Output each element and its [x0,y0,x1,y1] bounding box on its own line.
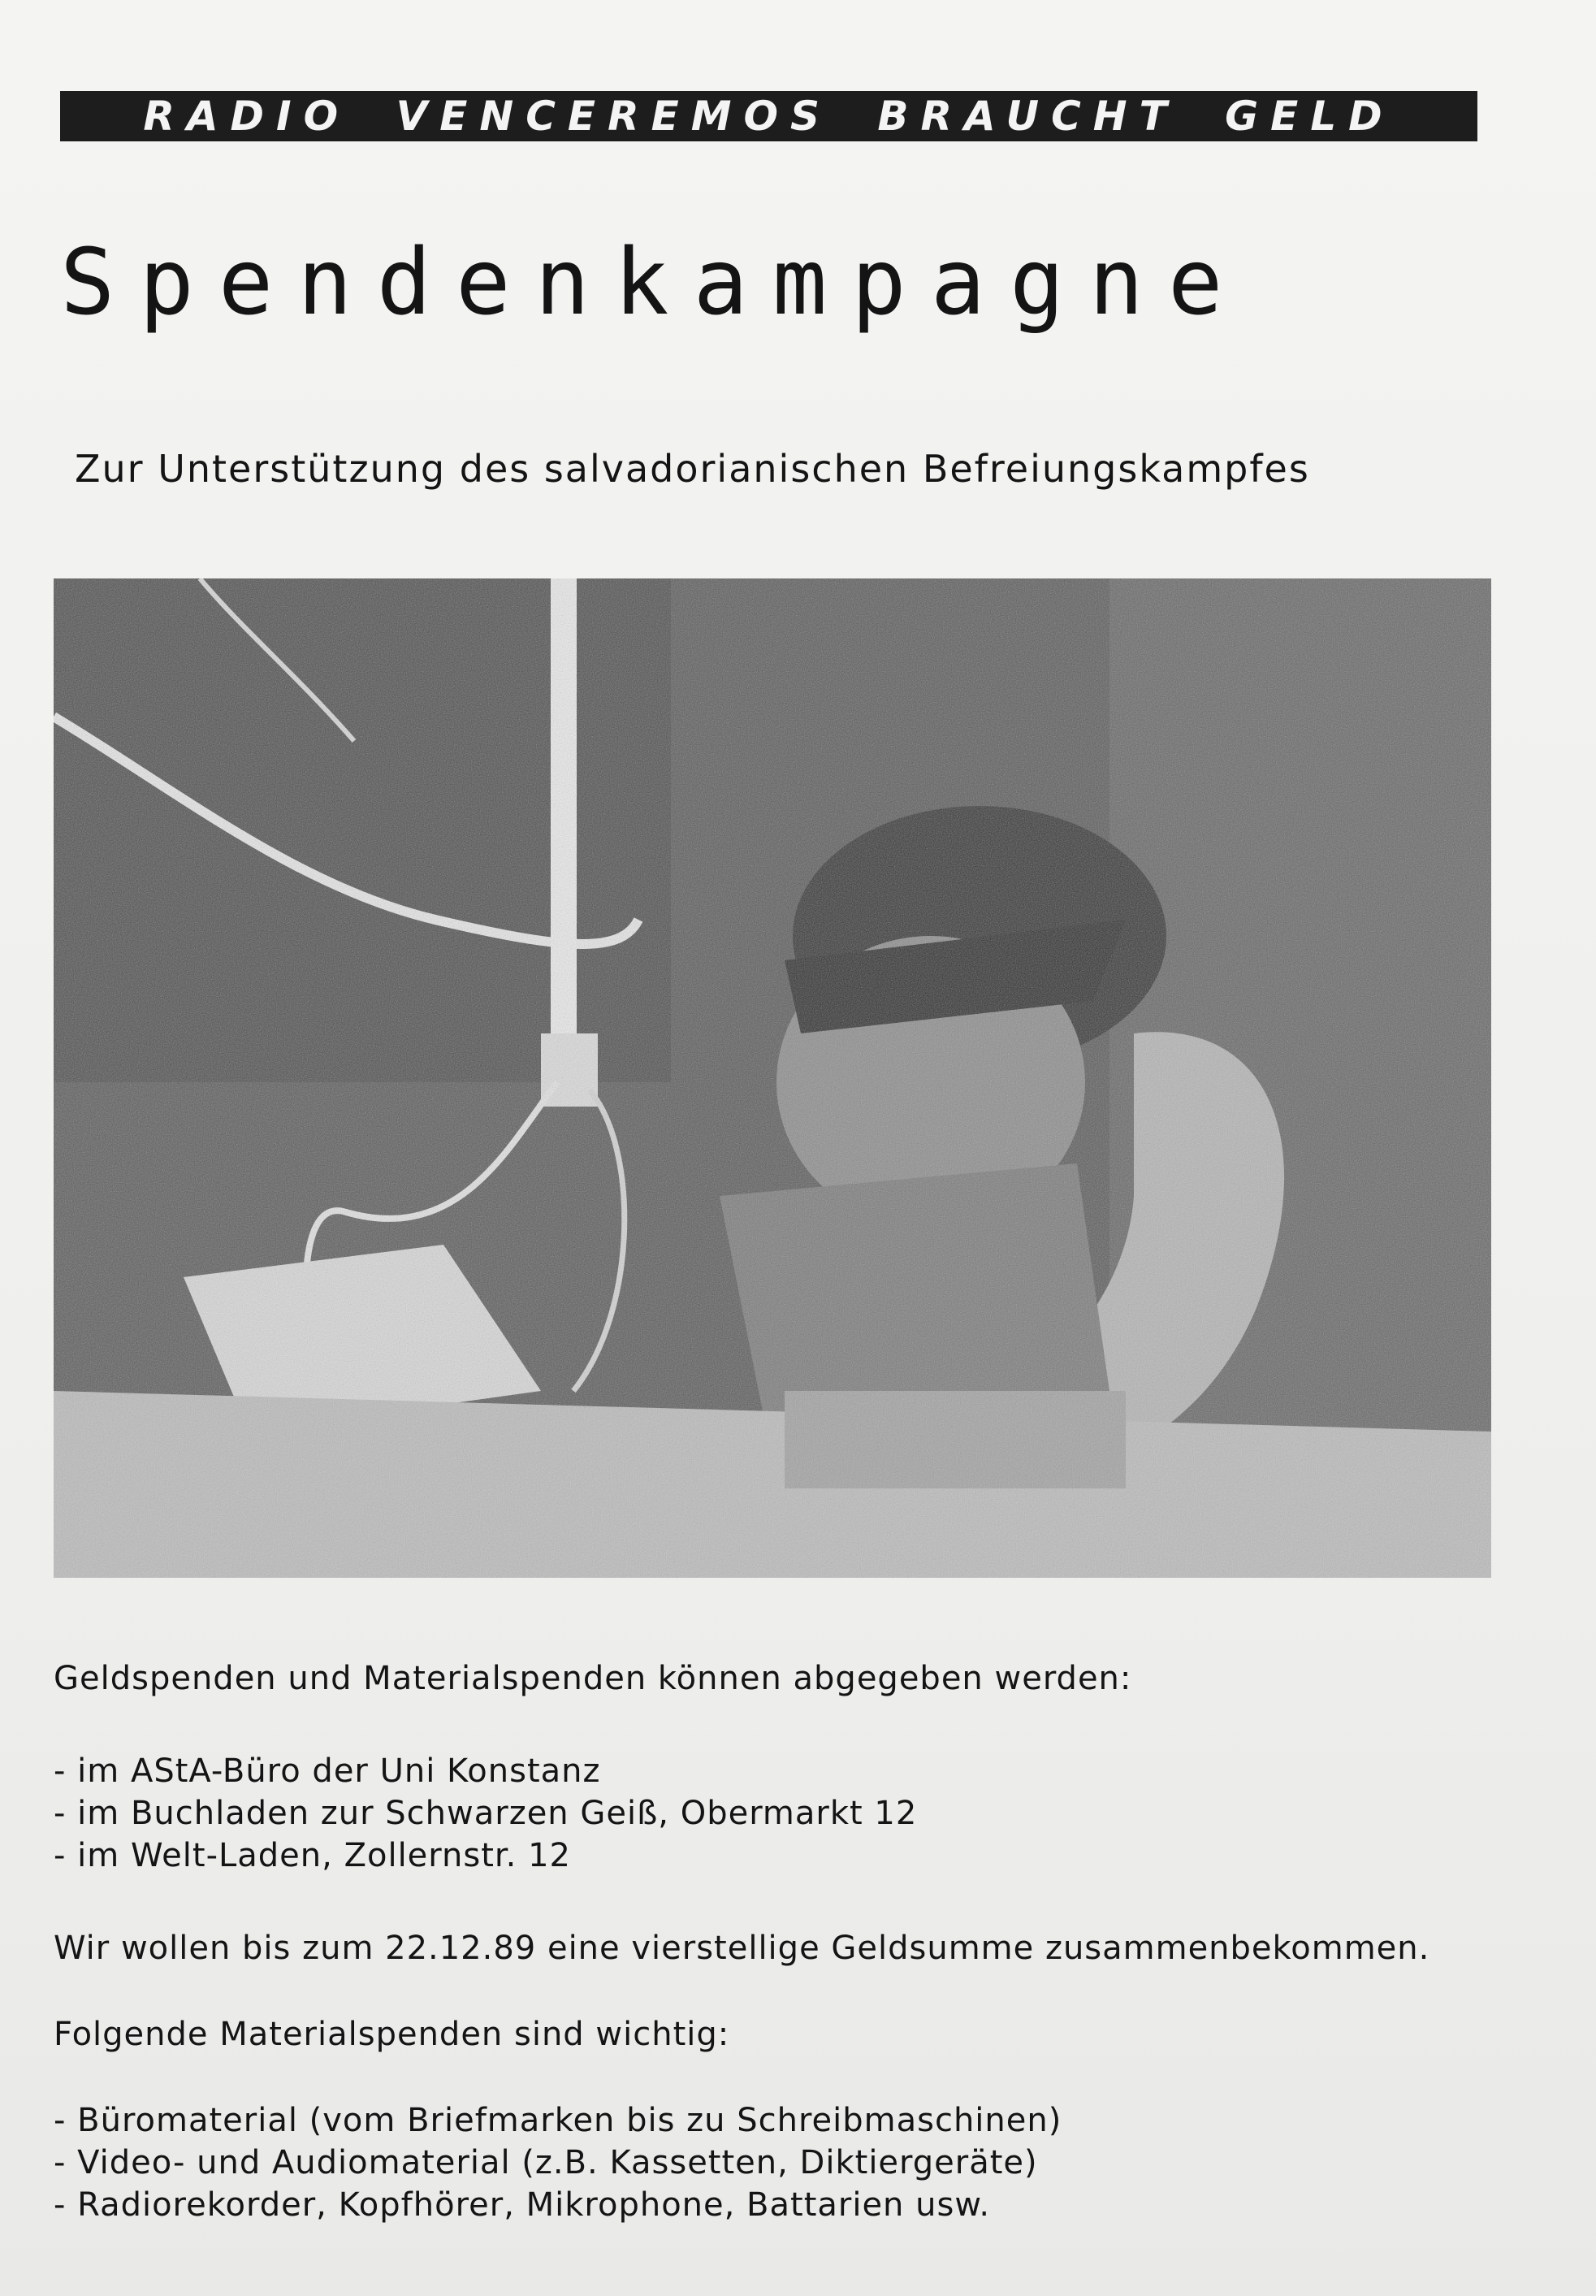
materials-list [54,2099,1532,2226]
list-item: - Radiorekorder, Kopfhörer, Mikrophone, Battarien usw. [54,2184,1532,2226]
materials-intro: Folgende Materialspenden sind wichtig: [54,2016,730,2053]
fundraising-goal: Wir wollen bis zum 22.12.89 eine vierstellige Geldsumme zusammenbekommen. [54,1930,1430,1967]
list-item: - im Welt-Laden, Zollernstr. 12 [54,1835,1532,1877]
donation-locations-list [54,1750,1532,1877]
list-item: - im Buchladen zur Schwarzen Geiß, Obermarkt 12 [54,1792,1532,1835]
photo-radio-operator [54,578,1491,1578]
list-item: - Video- und Audiomaterial (z.B. Kassetten, Diktiergeräte) [54,2142,1532,2184]
page-title: Spendenkampagne [60,230,1248,336]
info-section [54,1657,1532,2226]
header-banner: RADIO VENCEREMOS BRAUCHT GELD [60,91,1477,141]
list-item: - im AStA-Büro der Uni Konstanz [54,1750,1532,1792]
list-item: - Büromaterial (vom Briefmarken bis zu Schreibmaschinen) [54,2099,1532,2142]
subtitle: Zur Unterstützung des salvadorianischen Befreiungskampfes [75,447,1310,491]
donations-intro: Geldspenden und Materialspenden können abgegeben werden: [54,1660,1132,1697]
